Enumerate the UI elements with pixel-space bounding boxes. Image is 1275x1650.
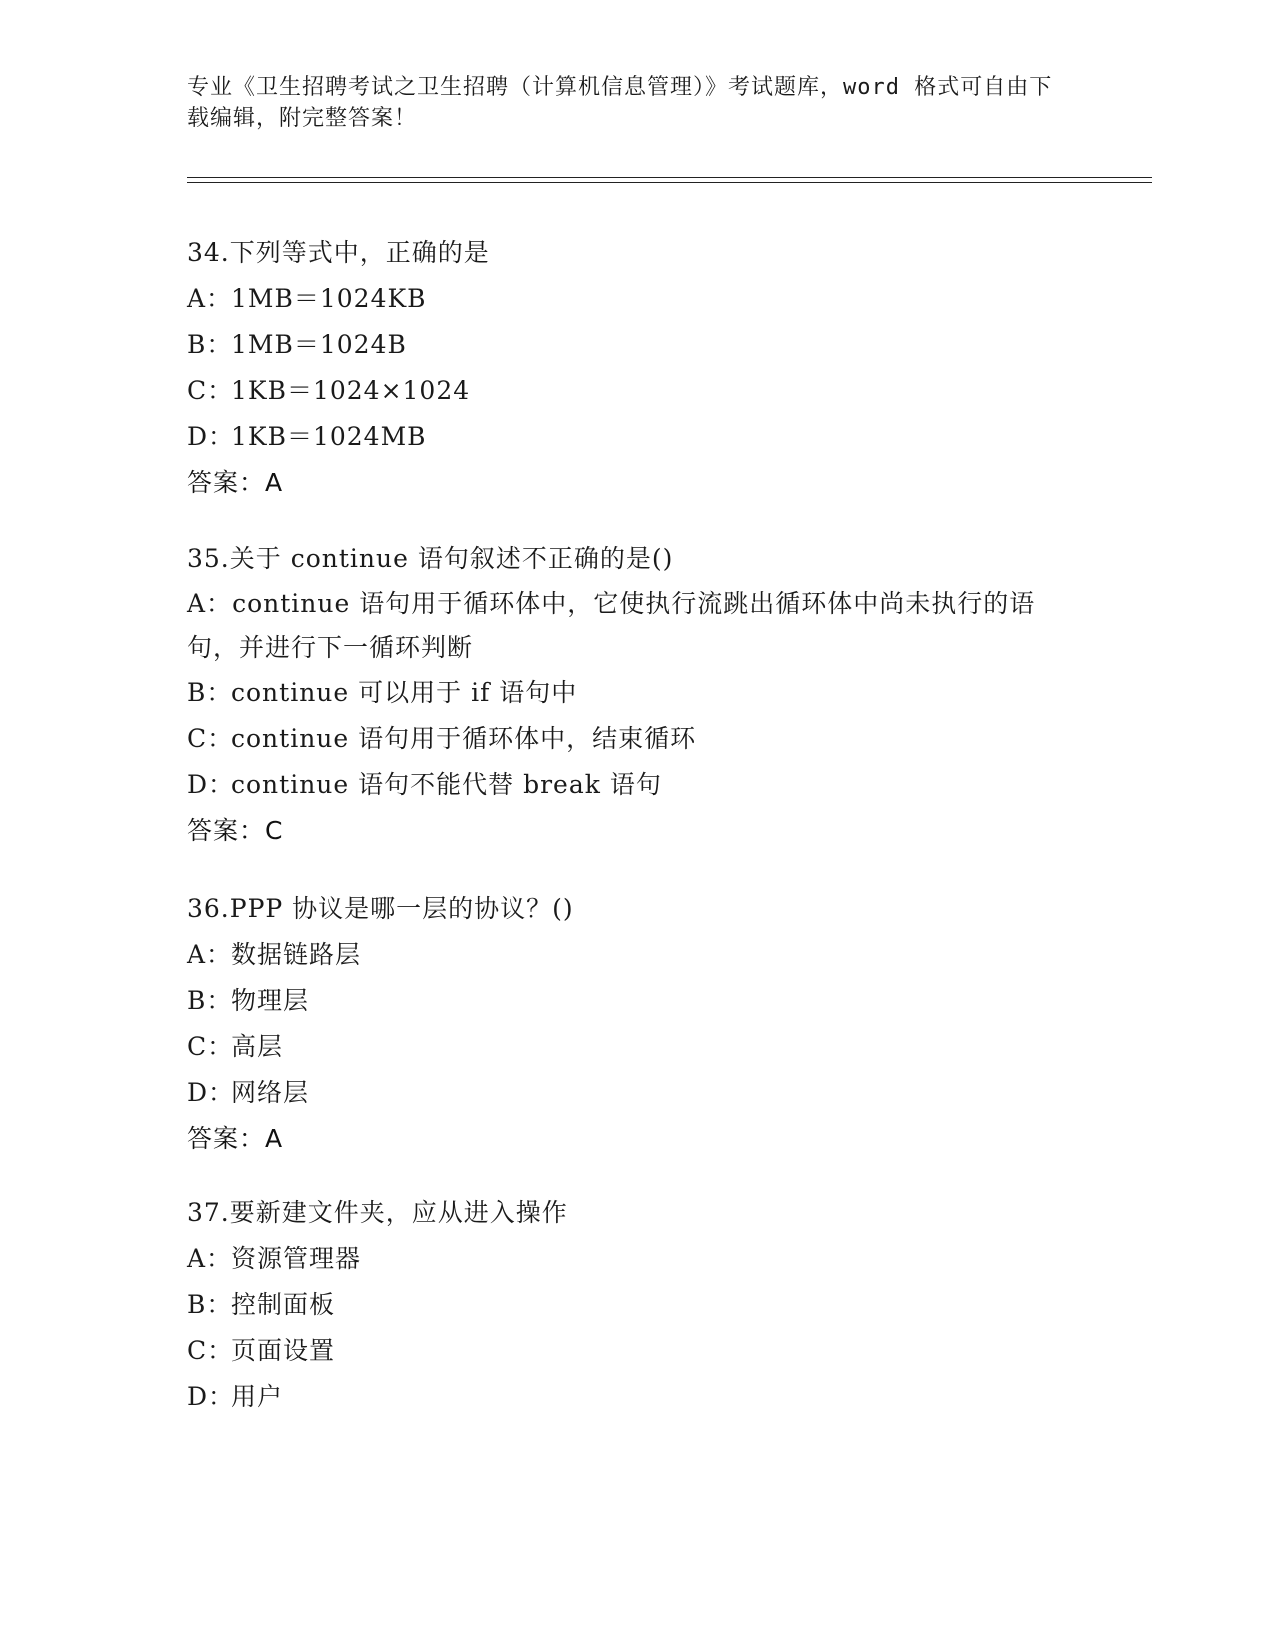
option-text: 高层 — [231, 1032, 284, 1061]
question-34 — [187, 230, 1087, 506]
option-text: 用户 — [231, 1382, 284, 1411]
option-d — [187, 1070, 1087, 1116]
question-36 — [187, 886, 1087, 1162]
option-d — [187, 1374, 1087, 1420]
question-37 — [187, 1190, 1087, 1420]
option-text: 1MB＝1024KB — [231, 284, 427, 313]
option-key: B： — [187, 1290, 233, 1319]
option-text: 控制面板 — [231, 1290, 336, 1319]
option-key: D： — [187, 1078, 235, 1107]
option-text: continue 语句用于循环体中，它使执行流跳出循环体中尚未执行的语句，并进行下一循环判断 — [187, 589, 1036, 662]
option-text: 数据链路层 — [231, 940, 362, 969]
option-c — [187, 368, 1087, 414]
option-d — [187, 414, 1087, 460]
option-key: A： — [187, 940, 233, 969]
option-text: continue 语句用于循环体中，结束循环 — [231, 724, 697, 753]
option-key: A： — [187, 284, 233, 313]
question-title: 36.PPP 协议是哪一层的协议？() — [187, 894, 574, 923]
option-b — [187, 322, 1087, 368]
option-text: 网络层 — [231, 1078, 310, 1107]
option-key: C： — [187, 1032, 234, 1061]
option-key: C： — [187, 724, 234, 753]
option-d — [187, 762, 1087, 808]
option-key: B： — [187, 986, 233, 1015]
option-c — [187, 1024, 1087, 1070]
option-a — [187, 1236, 1087, 1282]
document-intro: 专业《卫生招聘考试之卫生招聘（计算机信息管理）》考试题库，word 格式可自由下载编辑，附完整答案！ — [187, 75, 1053, 131]
option-a — [187, 276, 1087, 322]
option-key: B： — [187, 678, 233, 707]
option-key: D： — [187, 422, 235, 451]
answer-line: 答案：A — [187, 468, 284, 497]
option-a — [187, 582, 1087, 670]
option-key: A： — [187, 589, 233, 618]
option-b — [187, 670, 1087, 716]
option-text: 资源管理器 — [231, 1244, 362, 1273]
option-b — [187, 978, 1087, 1024]
question-35 — [187, 536, 1087, 854]
option-c — [187, 1328, 1087, 1374]
option-text: 页面设置 — [231, 1336, 336, 1365]
option-text: 1MB＝1024B — [231, 330, 407, 359]
question-title: 37.要新建文件夹，应从进入操作 — [187, 1198, 568, 1227]
option-text: 1KB＝1024MB — [231, 422, 427, 451]
option-text: continue 语句不能代替 break 语句 — [231, 770, 662, 799]
option-key: A： — [187, 1244, 233, 1273]
option-key: C： — [187, 1336, 234, 1365]
option-text: 物理层 — [231, 986, 310, 1015]
option-key: B： — [187, 330, 233, 359]
option-key: D： — [187, 770, 235, 799]
option-b — [187, 1282, 1087, 1328]
option-text: continue 可以用于 if 语句中 — [231, 678, 578, 707]
question-title: 34.下列等式中，正确的是 — [187, 238, 490, 267]
question-title: 35.关于 continue 语句叙述不正确的是() — [187, 544, 674, 573]
option-key: C： — [187, 376, 234, 405]
header-divider-bottom — [187, 182, 1152, 183]
option-c — [187, 716, 1087, 762]
option-text: 1KB＝1024×1024 — [231, 376, 471, 405]
answer-line: 答案：C — [187, 816, 284, 845]
option-a — [187, 932, 1087, 978]
header-divider-top — [187, 177, 1152, 178]
option-key: D： — [187, 1382, 235, 1411]
answer-line: 答案：A — [187, 1124, 284, 1153]
